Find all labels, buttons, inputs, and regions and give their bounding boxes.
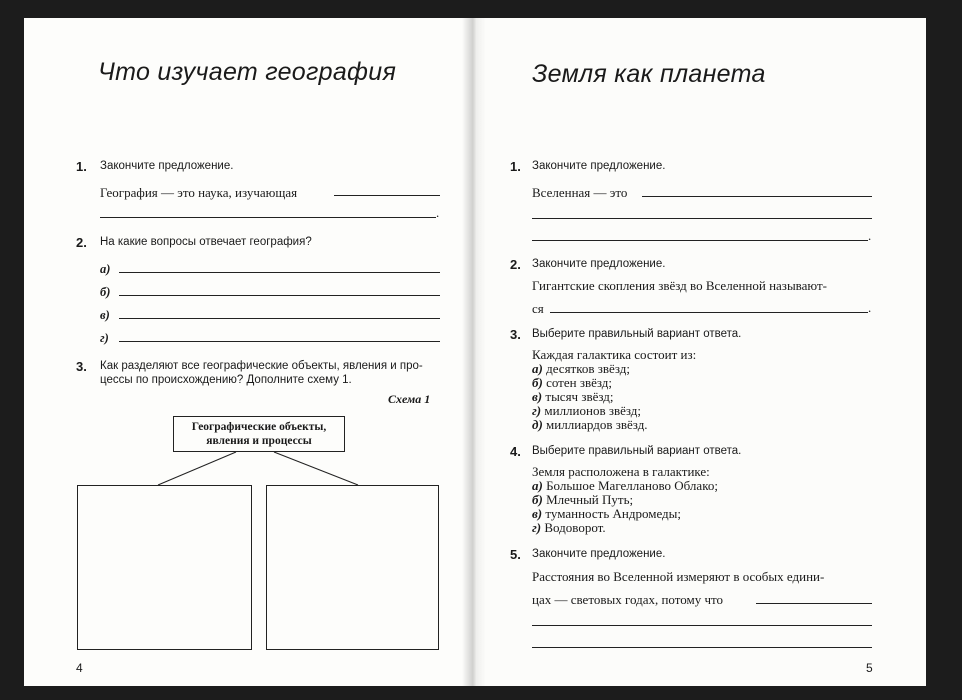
scheme-answer-box-left[interactable] (77, 485, 252, 650)
right-q4-instruction: Выберите правильный вариант ответа. (532, 445, 742, 457)
option-label: б) (532, 375, 543, 390)
option-text: туманность Андромеды; (545, 506, 682, 521)
option-text: миллионов звёзд; (544, 403, 642, 418)
answer-line[interactable] (532, 625, 872, 626)
answer-line[interactable] (756, 603, 872, 604)
option-label: а) (532, 361, 543, 376)
option-text: десятков звёзд; (546, 361, 630, 376)
page-number: 4 (76, 661, 83, 675)
right-q4-stem: Земля расположена в галактике: (532, 464, 710, 479)
right-q2-text-end: ся (532, 301, 544, 316)
left-q2-label-b: б) (100, 285, 111, 299)
right-q1-text: Вселенная — это (532, 185, 628, 200)
answer-line[interactable] (642, 196, 872, 197)
left-q2-label-v: в) (100, 308, 110, 322)
right-q5-text-line1: Расстояния во Вселенной измеряют в особых едини- (532, 569, 825, 584)
answer-line[interactable] (532, 240, 868, 241)
option-text: сотен звёзд; (546, 375, 613, 390)
period-mark: . (868, 228, 872, 243)
option-text: миллиардов звёзд. (546, 417, 648, 432)
left-q2-instruction: На какие вопросы отвечает география? (100, 236, 312, 248)
left-q3-instruction-line2: цессы по происхождению? Дополните схему 1. (100, 374, 352, 386)
period-mark: . (868, 300, 872, 315)
right-q5-text-line2: цах — световых годах, потому что (532, 592, 724, 607)
right-page (474, 18, 926, 686)
option-label: в) (532, 389, 543, 404)
option-label: в) (532, 506, 543, 521)
left-q2-label-a: а) (100, 262, 111, 276)
left-page-title: Что изучает география (98, 58, 397, 86)
right-q3-instruction: Выберите правильный вариант ответа. (532, 328, 742, 340)
page-number: 5 (866, 661, 873, 675)
right-q2-instruction: Закончите предложение. (532, 258, 666, 270)
right-q4-number: 4. (510, 444, 521, 459)
option-text: Водоворот. (544, 520, 606, 535)
right-page-title: Земля как планета (532, 60, 766, 88)
left-q2-number: 2. (76, 235, 87, 250)
scheme-label: Схема 1 (388, 392, 431, 406)
option-label: а) (532, 478, 543, 493)
option-label: б) (532, 492, 543, 507)
scheme-box-line2: явления и процессы (206, 435, 312, 447)
option-label: г) (532, 520, 542, 535)
right-q5-instruction: Закончите предложение. (532, 548, 666, 560)
left-q1-number: 1. (76, 159, 87, 174)
option-label: д) (532, 417, 543, 432)
right-q3-stem: Каждая галактика состоит из: (532, 347, 697, 362)
left-page (24, 18, 474, 686)
book-spine-shadow (462, 18, 486, 686)
left-q3-instruction-line1: Как разделяют все географические объекты, явления и про- (100, 360, 423, 372)
scheme-box-line1: Географические объекты, (191, 421, 327, 433)
left-q1-text: География — это наука, изучающая (100, 185, 298, 200)
right-q2-number: 2. (510, 257, 521, 272)
left-q2-label-g: г) (100, 331, 109, 345)
right-q5-number: 5. (510, 547, 521, 562)
right-q1-instruction: Закончите предложение. (532, 160, 666, 172)
answer-line[interactable] (532, 218, 872, 219)
option-item[interactable] (532, 417, 648, 433)
option-text: Большое Магелланово Облако; (546, 478, 718, 493)
left-q1-instruction: Закончите предложение. (100, 160, 234, 172)
option-text: тысяч звёзд; (545, 389, 614, 404)
right-q2-text: Гигантские скопления звёзд во Вселенной называют- (532, 278, 827, 293)
option-item[interactable] (532, 520, 606, 536)
period-mark: . (436, 205, 440, 220)
scheme-answer-box-right[interactable] (266, 485, 439, 650)
left-q3-number: 3. (76, 359, 87, 374)
answer-line[interactable] (532, 647, 872, 648)
option-text: Млечный Путь; (546, 492, 634, 507)
right-q3-number: 3. (510, 327, 521, 342)
option-label: г) (532, 403, 542, 418)
answer-line[interactable] (550, 312, 868, 313)
right-q1-number: 1. (510, 159, 521, 174)
